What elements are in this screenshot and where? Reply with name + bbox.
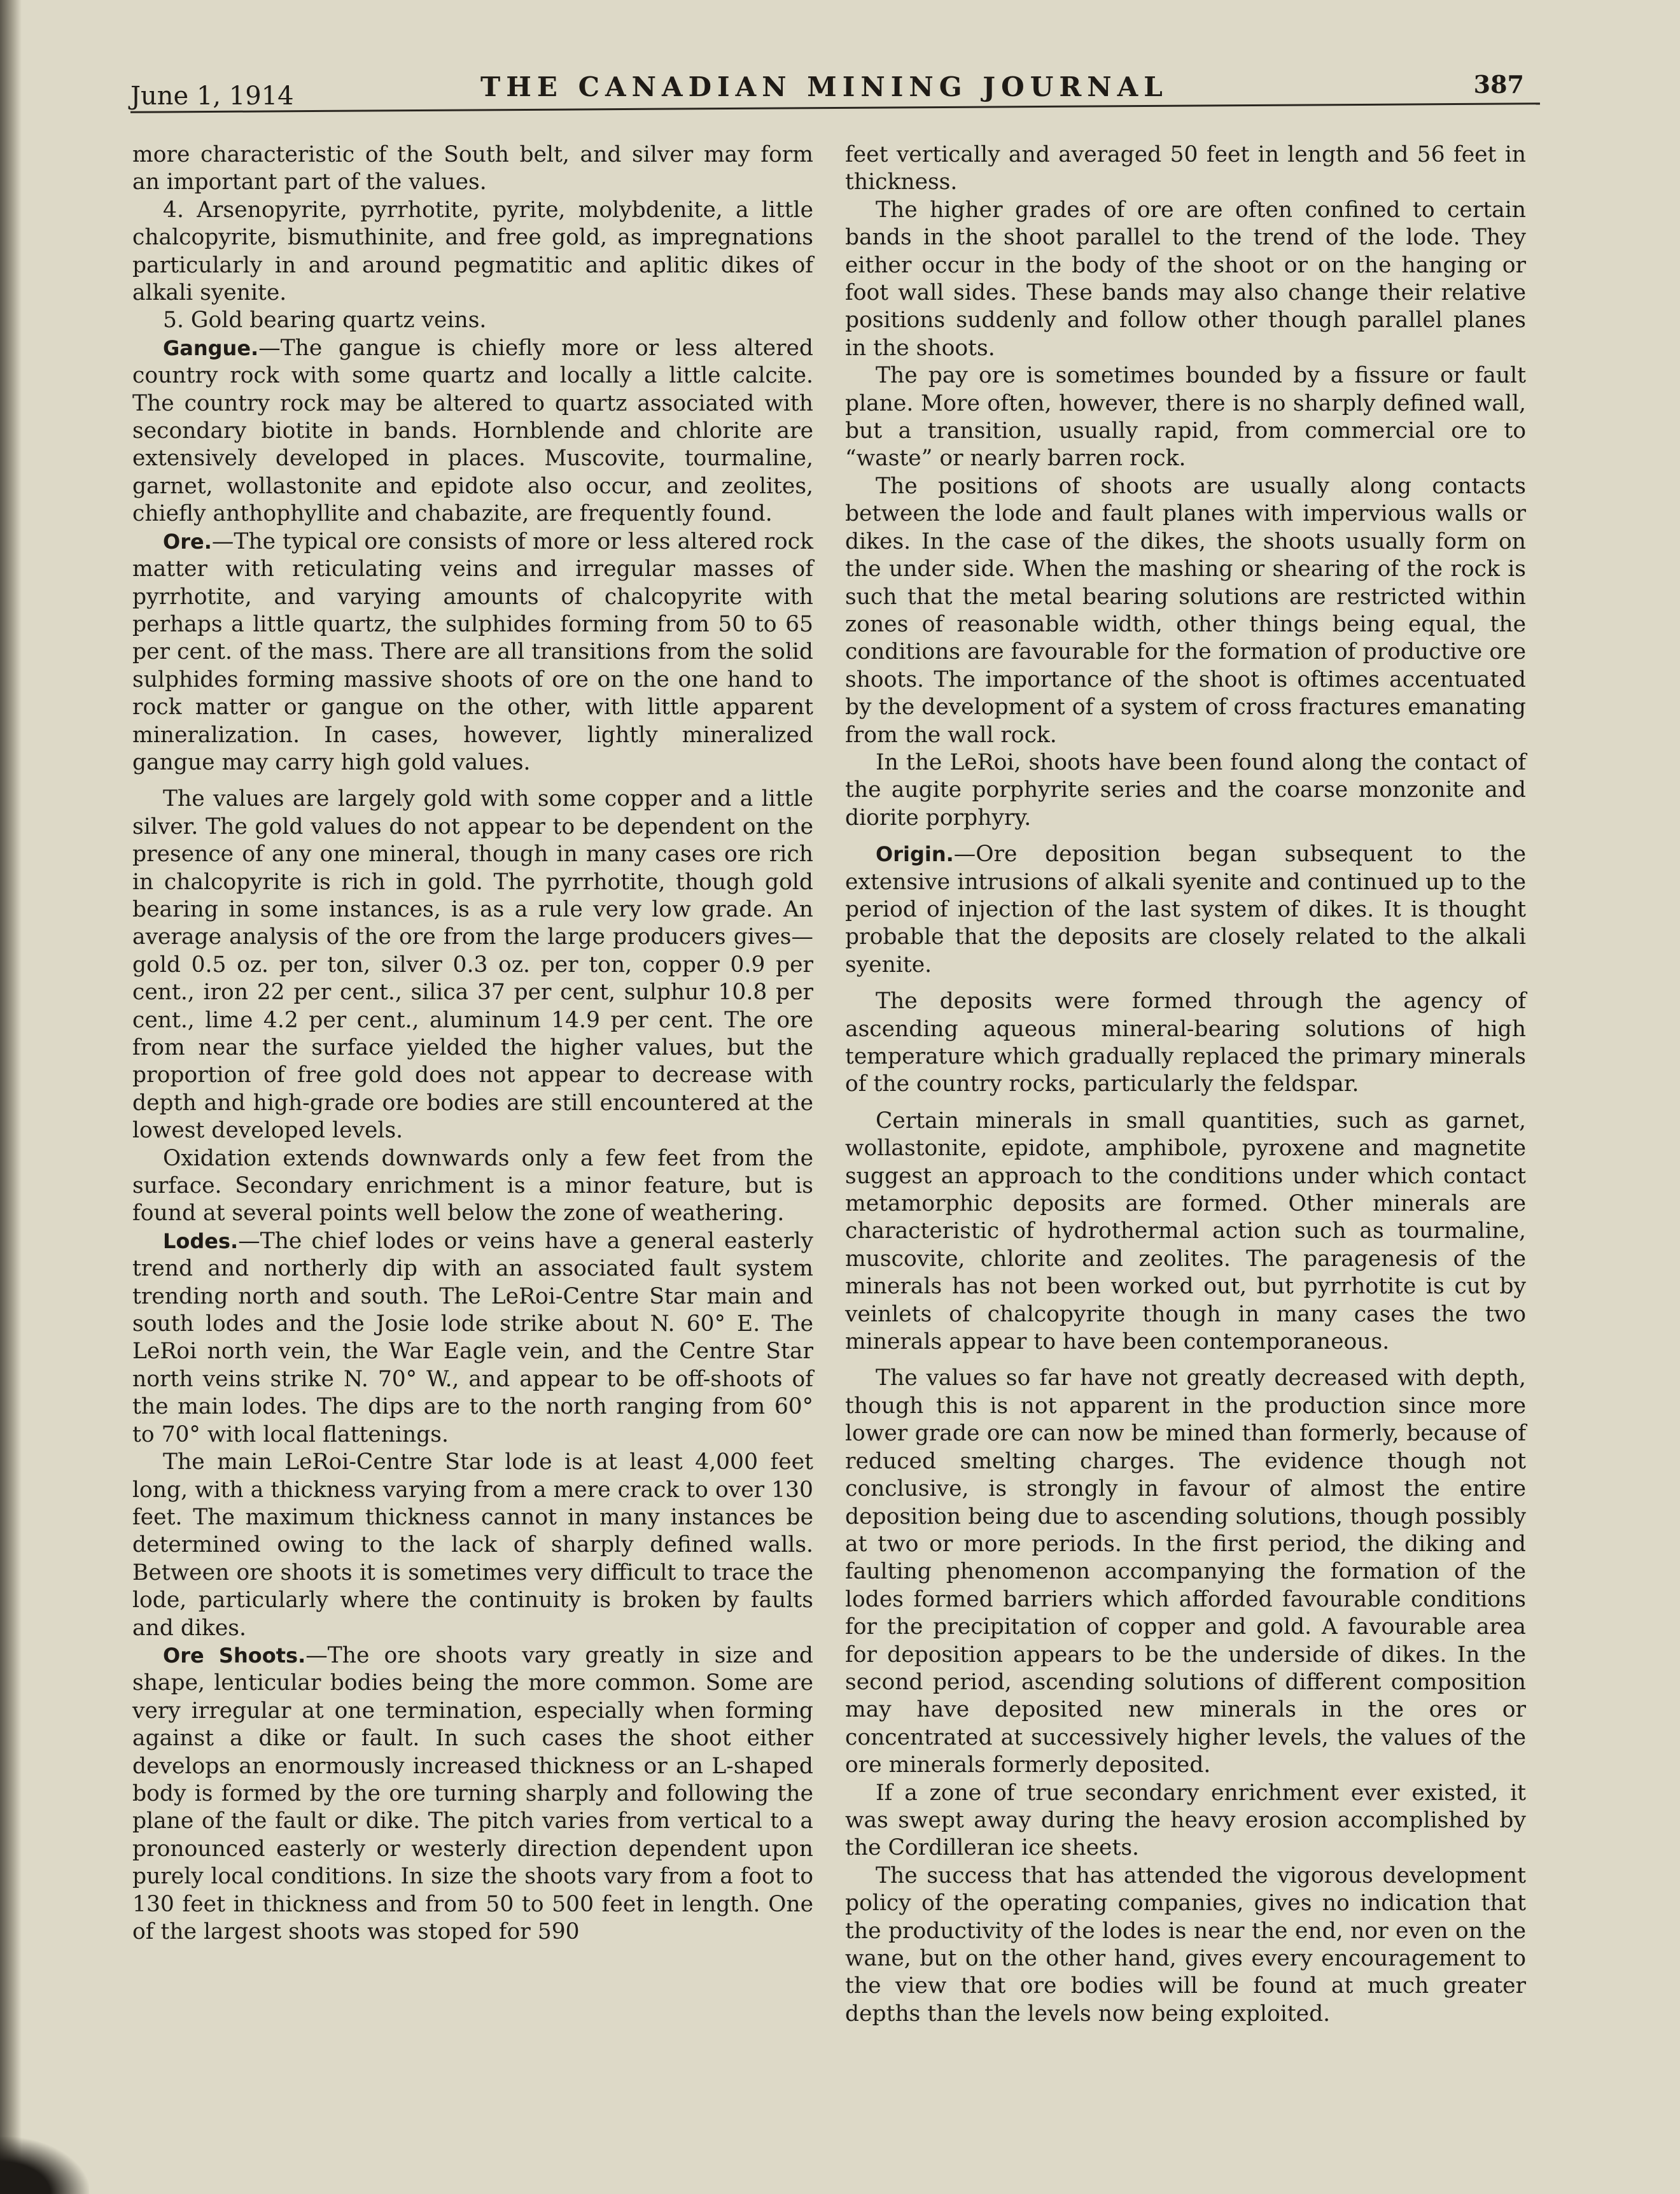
paragraph: Oxidation extends downwards only a few feet from the surface. Secondary enrichment is a minor feature, but is found at several points well below the zone of weathering.: [132, 1145, 813, 1227]
left-column: [132, 141, 813, 1946]
scan-corner-shadow: [0, 2137, 89, 2194]
gangue-heading: Gangue.: [163, 335, 259, 360]
origin-heading: Origin.: [876, 842, 954, 867]
page-number: 387: [1473, 70, 1524, 99]
lodes-text: —The chief lodes or veins have a general easterly trend and northerly dip with an associated fault system trending north and south. The LeRoi-Centre Star main and south lodes and the Josie lode strike about N. 60° E. The LeRoi north vein, the War Eagle vein, and the Centre Star north veins strike N. 70° W., and appear to be off-shoots of the main lodes. The dips are to the north ranging from 60° to 70° with local flattenings.: [132, 1228, 813, 1447]
right-column: [845, 141, 1526, 2028]
lodes-section: [132, 1228, 813, 1449]
paragraph: The success that has attended the vigorous development policy of the operating companies, gives no indication that the productivity of the lodes is near the end, nor even on the wane, but on the other hand, gives every encouragement to the view that ore bodies will be found at much greater depths than the levels now being exploited.: [845, 1862, 1526, 2027]
paragraph: The values are largely gold with some copper and a little silver. The gold values do not appear to be dependent on the presence of any one mineral, though in many cases ore rich in chalcopyrite is rich in gold. The pyrrhotite, though gold bearing in some instances, is as a rule very low grade. An average analysis of the ore from the large producers gives—gold 0.5 oz. per ton, silver 0.3 oz. per ton, copper 0.9 per cent., iron 22 per cent., silica 37 per cent, sulphur 10.8 per cent., lime 4.2 per cent., aluminum 14.9 per cent. The ore from near the surface yielded the higher values, but the proportion of free gold does not appear to decrease with depth and high-grade ore bodies are still encountered at the lowest developed levels.: [132, 786, 813, 1144]
paragraph: feet vertically and averaged 50 feet in length and 56 feet in thickness.: [845, 142, 1526, 195]
paragraph: Certain minerals in small quantities, such as garnet, wollastonite, epidote, amphibole, pyroxene and magnetite suggest an approach to the conditions under which contact metamorphic deposits are formed. Other minerals are characteristic of hydrothermal action such as tourmaline, muscovite, chlorite and zeolites. The paragenesis of the minerals has not been worked out, but pyrrhotite is cut by veinlets of chalcopyrite though in many cases the two minerals appear to have been contemporaneous.: [845, 1108, 1526, 1355]
ore-shoots-heading: Ore Shoots.: [163, 1643, 306, 1668]
ore-shoots-text: —The ore shoots vary greatly in size and shape, lenticular bodies being the more common. Some are very irregular at one termination, especially when forming against a dike or fault. In such cases the shoot either develops an enormously increased thickness or an L-shaped body is formed by the ore turning sharply and following the plane of the fault or dike. The pitch varies from vertical to a pronounced easterly or westerly direction dependent upon purely local conditions. In size the shoots vary from a foot to 130 feet in thickness and from 50 to 500 feet in length. One of the largest shoots was stoped for 590: [132, 1642, 813, 1944]
paragraph: more characteristic of the South belt, and silver may form an important part of the values.: [132, 142, 813, 195]
ore-text: —The typical ore consists of more or less altered rock matter with reticulating veins and irregular masses of pyrrhotite, and varying amounts of chalcopyrite with perhaps a little quartz, the sulphides forming from 50 to 65 per cent. of the mass. There are all transitions from the solid sulphides forming massive shoots of ore on the one hand to rock matter or gangue on the other, with little apparent mineralization. In cases, however, lightly mineralized gangue may carry high gold values.: [132, 528, 813, 775]
gangue-section: [132, 335, 813, 528]
origin-text: —Ore deposition began subsequent to the extensive intrusions of alkali syenite and continued up to the period of injection of the last system of dikes. It is thought probable that the deposits are closely related to the alkali syenite.: [845, 841, 1526, 978]
ore-heading: Ore.: [163, 529, 212, 554]
paragraph: 5. Gold bearing quartz veins.: [163, 307, 487, 334]
issue-date: June 1, 1914: [130, 81, 294, 111]
paragraph: The values so far have not greatly decreased with depth, though this is not apparent in the production since more lower grade ore can now be mined than formerly, because of reduced smelting charges. The evidence though not conclusive, is strongly in favour of almost the entire deposition being due to ascending solutions, though possibly at two or more periods. In the first period, the diking and faulting phenomenon accompanying the formation of the lodes formed barriers which afforded favourable conditions for the precipitation of copper and gold. A favourable area for deposition appears to be the underside of dikes. In the second period, ascending solutions of different composition may have deposited new minerals in the ores or concentrated at successively higher levels, the values of the ore minerals formerly deposited.: [845, 1365, 1526, 1778]
page-gutter-shadow: [0, 0, 22, 2194]
ore-shoots-section: [132, 1642, 813, 1946]
paragraph: 4. Arsenopyrite, pyrrhotite, pyrite, molybdenite, a little chalcopyrite, bismuthinite, and free gold, as impregnations particularly in and around pegmatitic and aplitic dikes of alkali syenite.: [132, 197, 813, 306]
ore-section: [132, 528, 813, 777]
paragraph: The positions of shoots are usually along contacts between the lode and fault planes with impervious walls or dikes. In the case of the dikes, the shoots usually form on the under side. When the mashing or shearing of the rock is such that the metal bearing solutions are restricted within zones of reasonable width, other things being equal, the conditions are favourable for the formation of productive ore shoots. The importance of the shoot is oftimes accentuated by the development of a system of cross fractures emanating from the wall rock.: [845, 473, 1526, 748]
origin-section: [845, 841, 1526, 979]
paragraph: The main LeRoi-Centre Star lode is at least 4,000 feet long, with a thickness varying from a mere crack to over 130 feet. The maximum thickness cannot in many instances be determined owing to the lack of sharply defined walls. Between ore shoots it is sometimes very difficult to trace the lode, particularly where the continuity is broken by faults and dikes.: [132, 1449, 813, 1641]
paragraph: The pay ore is sometimes bounded by a fissure or fault plane. More often, however, there is no sharply defined wall, but a transition, usually rapid, from commercial ore to “waste” or nearly barren rock.: [845, 363, 1526, 472]
lodes-heading: Lodes.: [163, 1228, 239, 1253]
journal-title: THE CANADIAN MINING JOURNAL: [480, 71, 1168, 102]
paragraph: The deposits were formed through the agency of ascending aqueous mineral-bearing solutions of high temperature which gradually replaced the primary minerals of the country rocks, particularly the feldspar.: [845, 988, 1526, 1097]
paragraph: In the LeRoi, shoots have been found along the contact of the augite porphyrite series and the coarse monzonite and diorite porphyry.: [845, 749, 1526, 831]
paragraph: The higher grades of ore are often confined to certain bands in the shoot parallel to the trend of the lode. They either occur in the body of the shoot or on the hanging or foot wall sides. These bands may also change their relative positions suddenly and follow other though parallel planes in the shoots.: [845, 197, 1526, 361]
paragraph: If a zone of true secondary enrichment ever existed, it was swept away during the heavy erosion accomplished by the Cordilleran ice sheets.: [845, 1780, 1526, 1861]
gangue-text: —The gangue is chiefly more or less altered country rock with some quartz and locally a little calcite. The country rock may be altered to quartz associated with secondary biotite in bands. Hornblende and chlorite are extensively developed in places. Muscovite, tourmaline, garnet, wollastonite and epidote also occur, and zeolites, chiefly anthophyllite and chabazite, are frequently found.: [132, 335, 813, 527]
page-header: [130, 69, 1524, 120]
